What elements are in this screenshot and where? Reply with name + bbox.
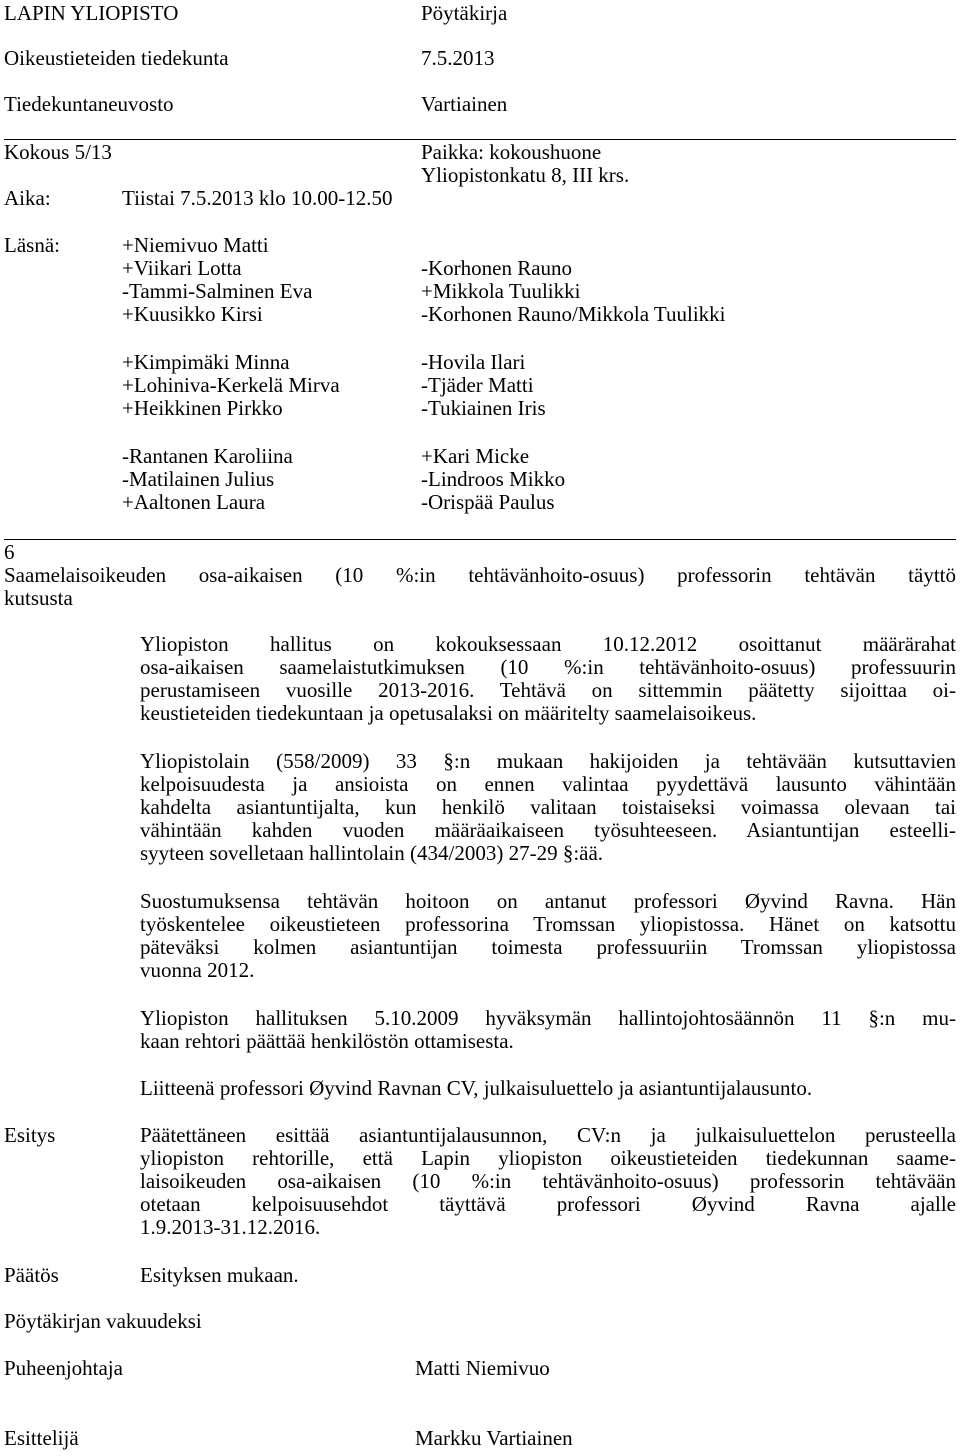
governing-body: Tiedekuntaneuvosto <box>4 92 174 116</box>
item-paragraph-1 <box>140 633 956 725</box>
attendee: +Kimpimäki Minna <box>122 350 290 374</box>
attendee: +Mikkola Tuulikki <box>421 279 581 303</box>
attendance-left-group-3 <box>122 445 293 514</box>
attendee: +Heikkinen Pirkko <box>122 396 283 420</box>
attendee: +Kuusikko Kirsi <box>122 302 263 326</box>
attendee: +Kari Micke <box>421 444 530 468</box>
attendance-left-group-2 <box>122 351 340 420</box>
paragraph-line: osa-aikaisen saamelaistutkimuksen (10 %:in tehtävänhoito-osuus) professuurin <box>140 655 956 679</box>
proposal-text <box>140 1124 956 1239</box>
faculty-name: Oikeustieteiden tiedekunta <box>4 46 229 70</box>
university-name: LAPIN YLIOPISTO <box>4 1 179 25</box>
paragraph-line: kelpoisuudesta ja ansioista on ennen valintaa pyydettävä lausunto vähintään <box>140 772 956 796</box>
document-type: Pöytäkirja <box>421 1 508 25</box>
attendee: -Rantanen Karoliina <box>122 444 293 468</box>
presenter-label: Esittelijä <box>4 1426 79 1450</box>
paragraph-line: keustieteiden tiedekuntaan ja opetusalaksi on määritelty saamelaisoikeus. <box>140 701 757 725</box>
paragraph-line: kahdelta asiantuntijalta, kun henkilö valitaan toistaiseksi voimassa olevaan tai <box>140 795 956 819</box>
paragraph-line: Liitteenä professori Øyvind Ravnan CV, julkaisuluettelo ja asiantuntijalausunto. <box>140 1076 813 1100</box>
paragraph-line: yliopiston rehtorille, että Lapin yliopiston oikeustieteiden tiedekunnan saame- <box>140 1146 956 1170</box>
paragraph-line: päteväksi kolmen asiantuntijan toimesta professuuriin Tromssan yliopistossa <box>140 935 956 959</box>
meeting-address: Yliopistonkatu 8, III krs. <box>421 163 630 187</box>
attendee: -Korhonen Rauno <box>421 256 573 280</box>
meeting-time-label: Aika: <box>4 186 51 210</box>
paragraph-line: otetaan kelpoisuusehdot täyttävä professori Øyvind Ravna ajalle <box>140 1192 956 1216</box>
meeting-number: Kokous 5/13 <box>4 140 112 164</box>
attendee: +Aaltonen Laura <box>122 490 266 514</box>
attendee: -Matilainen Julius <box>122 467 275 491</box>
item-paragraph-2 <box>140 750 956 865</box>
paragraph-line: kaan rehtori päättää henkilöstön ottamisesta. <box>140 1029 514 1053</box>
proposal-label: Esitys <box>4 1123 56 1147</box>
paragraph-line: Suostumuksensa tehtävän hoitoon on antanut professori Øyvind Ravna. Hän <box>140 889 956 913</box>
paragraph-line: Yliopistolain (558/2009) 33 §:n mukaan hakijoiden ja tehtävään kutsuttavien <box>140 749 956 773</box>
item-paragraph-3 <box>140 890 956 982</box>
attendance-right-group-3 <box>421 445 565 514</box>
chair-label: Puheenjohtaja <box>4 1356 123 1380</box>
attendee: -Orispää Paulus <box>421 490 555 514</box>
paragraph-line: työskentelee oikeustieteen professorina Tromssan yliopistossa. Hänet on katsottu <box>140 912 956 936</box>
item-title-continued: kutsusta <box>4 586 73 610</box>
paragraph-line: syyteen sovelletaan hallintolain (434/2003) 27-29 §:ää. <box>140 841 604 865</box>
document-date: 7.5.2013 <box>421 46 495 70</box>
paragraph-line: Päätettäneen esittää asiantuntijalausunnon, CV:n ja julkaisuluettelon perusteella <box>140 1123 956 1147</box>
recorder-name: Vartiainen <box>421 92 508 116</box>
paragraph-line: vuonna 2012. <box>140 958 255 982</box>
attendee: +Niemivuo Matti <box>122 233 269 257</box>
attendee: +Lohiniva-Kerkelä Mirva <box>122 373 340 397</box>
attendee: -Tammi-Salminen Eva <box>122 279 313 303</box>
paragraph-line: Yliopiston hallituksen 5.10.2009 hyväksymän hallintojohtosäännön 11 §:n mu- <box>140 1006 956 1030</box>
attendee: -Tukiainen Iris <box>421 396 546 420</box>
item-title: Saamelaisoikeuden osa-aikaisen (10 %:in tehtävänhoito-osuus) professorin tehtävän täyttö <box>4 563 956 587</box>
attendee: -Lindroos Mikko <box>421 467 566 491</box>
attendee: +Viikari Lotta <box>122 256 242 280</box>
signatures-heading: Pöytäkirjan vakuudeksi <box>4 1309 202 1333</box>
meeting-time: Tiistai 7.5.2013 klo 10.00-12.50 <box>122 186 393 210</box>
item-paragraph-4 <box>140 1007 956 1053</box>
item-paragraph-5 <box>140 1077 956 1100</box>
attendee: -Korhonen Rauno/Mikkola Tuulikki <box>421 302 726 326</box>
attendance-right-group-1 <box>421 257 726 326</box>
decision-label: Päätös <box>4 1263 59 1287</box>
attendance-right-group-2 <box>421 351 546 420</box>
decision-text: Esityksen mukaan. <box>140 1263 299 1287</box>
attendance-label: Läsnä: <box>4 233 60 257</box>
item-number: 6 <box>4 540 15 564</box>
presenter-name: Markku Vartiainen <box>415 1426 573 1450</box>
paragraph-line: Yliopiston hallitus on kokouksessaan 10.12.2012 osoittanut määrärahat <box>140 632 956 656</box>
paragraph-line: laisoikeuden osa-aikaisen (10 %:in tehtävänhoito-osuus) professorin tehtävään <box>140 1169 956 1193</box>
attendee: -Hovila Ilari <box>421 350 526 374</box>
attendee: -Tjäder Matti <box>421 373 534 397</box>
paragraph-line: perustamiseen vuosille 2013-2016. Tehtävä on sittemmin päätetty sijoittaa oi- <box>140 678 956 702</box>
attendance-divider <box>4 539 956 540</box>
attendance-left-group-1 <box>122 234 312 326</box>
paragraph-line: 1.9.2013-31.12.2016. <box>140 1215 321 1239</box>
meeting-place: Paikka: kokoushuone <box>421 140 602 164</box>
paragraph-line: vähintään kahden vuoden määräaikaiseen työsuhteeseen. Asiantuntijan esteelli- <box>140 818 956 842</box>
chair-name: Matti Niemivuo <box>415 1356 550 1380</box>
